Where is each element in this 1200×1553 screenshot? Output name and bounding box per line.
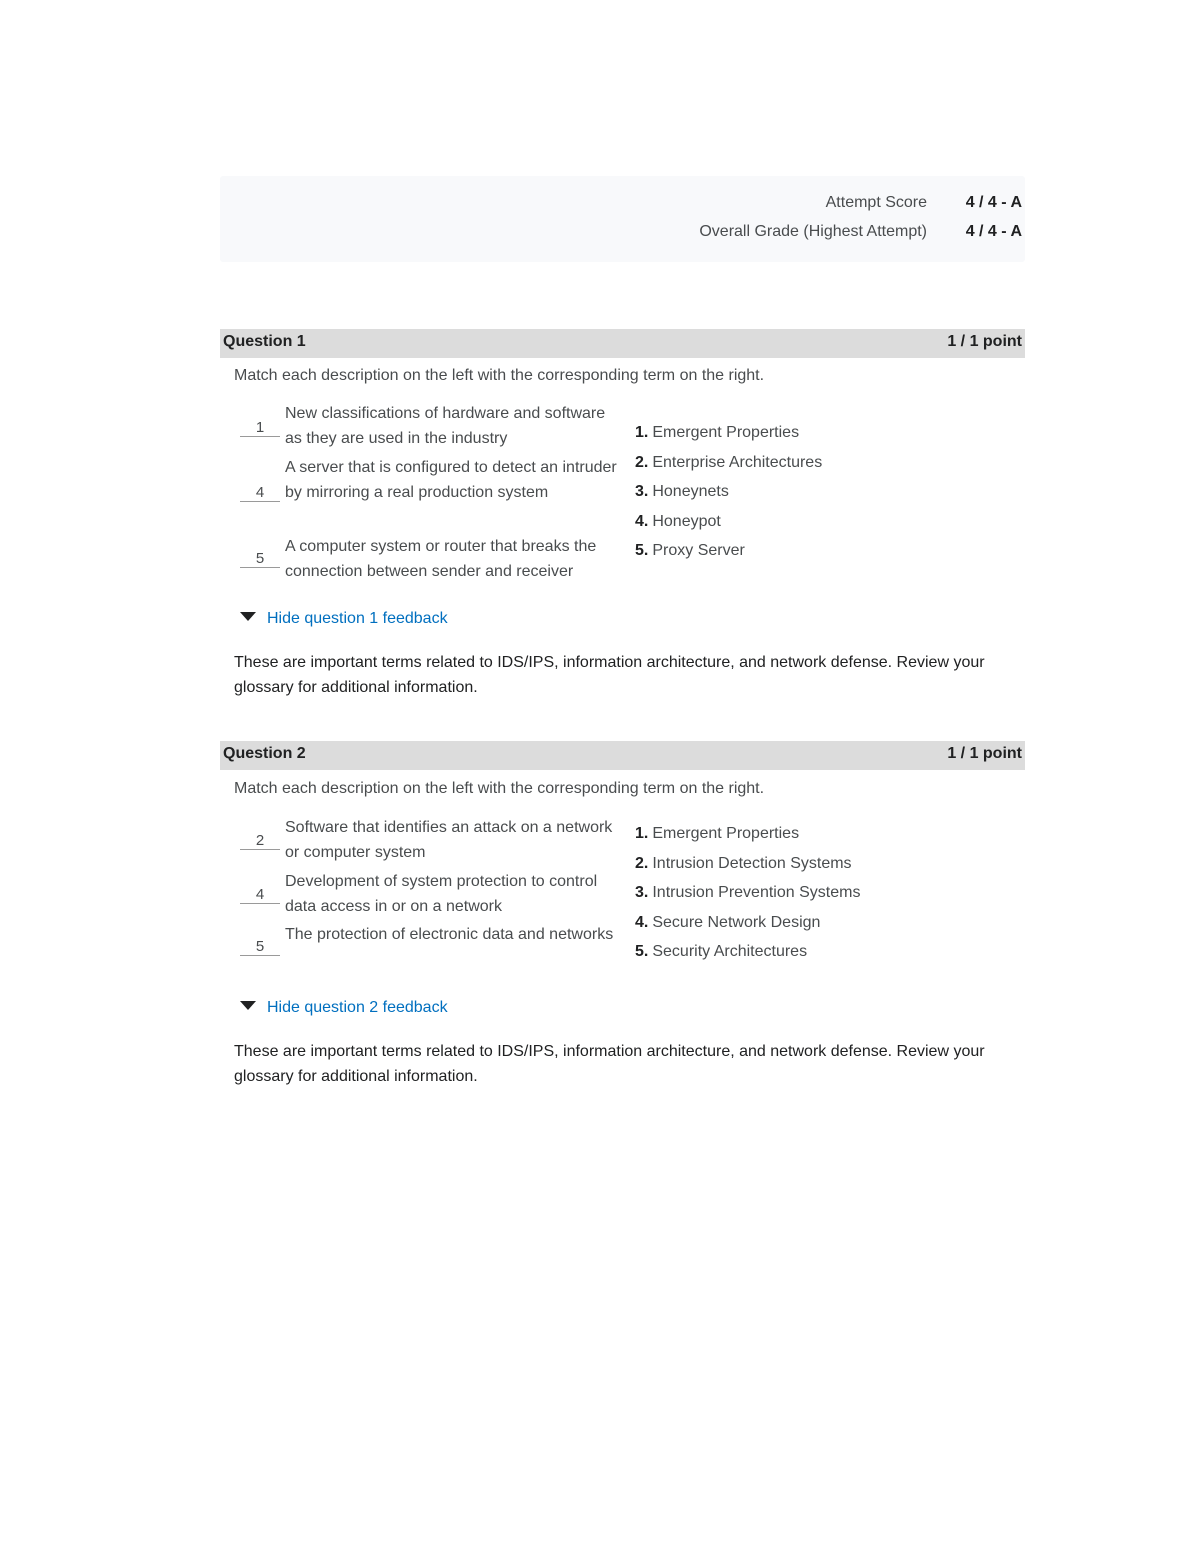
question-2-description-2: Development of system protection to control data access in or on a network — [285, 873, 598, 915]
hide-question-2-feedback-toggle[interactable] — [240, 999, 448, 1017]
attempt-score-row — [220, 194, 1025, 218]
question-1-term-1: 1. Emergent Properties — [635, 424, 800, 441]
question-2-answer-2: 4 — [240, 887, 280, 904]
question-1-points: 1 / 1 point — [947, 333, 1022, 350]
question-2-header — [220, 741, 1025, 770]
question-1-description-3: A computer system or router that breaks the connection between sender and receiver — [285, 538, 597, 580]
question-2-term-3: 3. Intrusion Prevention Systems — [635, 884, 861, 901]
hide-question-1-feedback-link[interactable]: Hide question 1 feedback — [267, 610, 448, 627]
question-2-answer-3: 5 — [240, 939, 280, 956]
overall-grade-row — [220, 223, 1025, 247]
attempt-score-value: 4 / 4 - A — [965, 194, 1022, 211]
question-1-description-1: New classifications of hardware and software as they are used in the industry — [285, 405, 606, 447]
question-1-header — [220, 329, 1025, 358]
hide-question-1-feedback-toggle[interactable] — [240, 610, 448, 628]
question-1-term-4: 4. Honeypot — [635, 513, 721, 530]
overall-grade-value: 4 / 4 - A — [965, 223, 1022, 240]
question-1-answer-3: 5 — [240, 551, 280, 568]
triangle-down-icon — [240, 1001, 256, 1010]
question-1-prompt: Match each description on the left with the corresponding term on the right. — [234, 367, 765, 384]
question-2-title: Question 2 — [223, 745, 306, 762]
question-2-feedback: These are important terms related to IDS/IPS, information architecture, and network defense. Review your glossary for additional information. — [234, 1043, 985, 1085]
question-2-term-2: 2. Intrusion Detection Systems — [635, 855, 852, 872]
question-1-feedback: These are important terms related to IDS/IPS, information architecture, and network defense. Review your glossary for additional information. — [234, 654, 985, 696]
score-summary — [220, 176, 1025, 262]
question-1-answer-2: 4 — [240, 485, 280, 502]
overall-grade-label: Overall Grade (Highest Attempt) — [699, 223, 927, 240]
attempt-score-label: Attempt Score — [825, 194, 927, 211]
question-1-term-2: 2. Enterprise Architectures — [635, 454, 823, 471]
question-1-description-2: A server that is configured to detect an intruder by mirroring a real production system — [285, 459, 617, 501]
question-2-description-1: Software that identifies an attack on a network or computer system — [285, 819, 613, 861]
question-1-answer-1: 1 — [240, 420, 280, 437]
question-2-term-1: 1. Emergent Properties — [635, 825, 800, 842]
triangle-down-icon — [240, 612, 256, 621]
question-1-term-3: 3. Honeynets — [635, 483, 729, 500]
question-2-answer-1: 2 — [240, 833, 280, 850]
question-1-title: Question 1 — [223, 333, 306, 350]
question-2-description-3: The protection of electronic data and networks — [285, 926, 614, 943]
question-2-prompt: Match each description on the left with the corresponding term on the right. — [234, 780, 765, 797]
question-1-term-5: 5. Proxy Server — [635, 542, 745, 559]
hide-question-2-feedback-link[interactable]: Hide question 2 feedback — [267, 999, 448, 1016]
question-2-term-5: 5. Security Architectures — [635, 943, 808, 960]
question-2-term-4: 4. Secure Network Design — [635, 914, 821, 931]
question-2-points: 1 / 1 point — [947, 745, 1022, 762]
